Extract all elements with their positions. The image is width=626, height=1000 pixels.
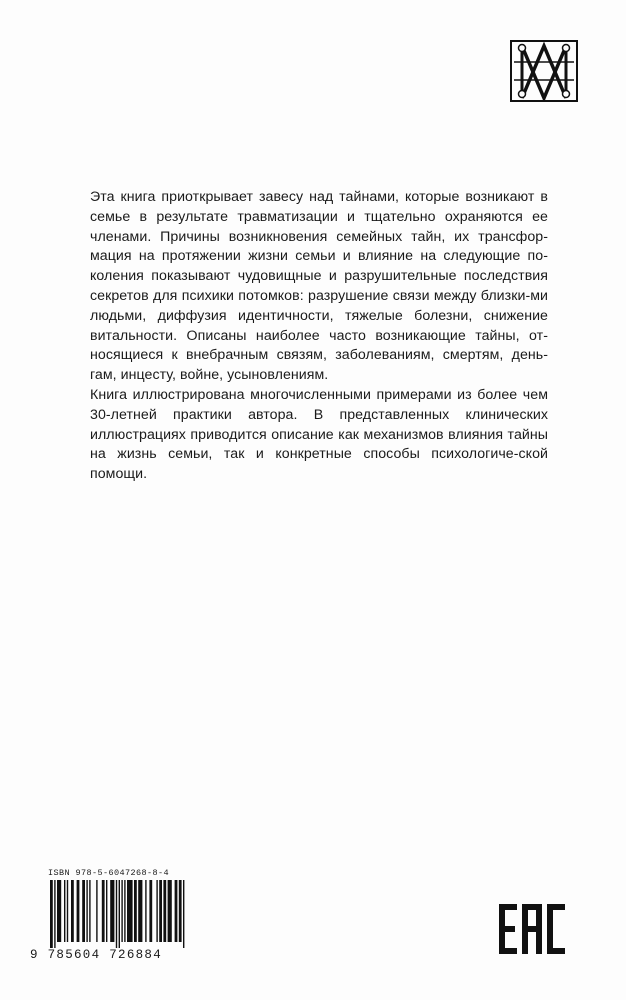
eac-certification-mark — [497, 902, 567, 956]
isbn-barcode — [30, 868, 196, 964]
description-paragraph-2: Книга иллюстрирована многочисленными примерами из более чем 30-летней практики автора. В представленных клинических иллюстрациях приводится описание как механизмов влияния тайны на жизнь семьи, так и конкретные способы психологиче-ской помощи. — [90, 386, 548, 483]
isbn-text: ISBN 978-5-6047268-8-4 — [48, 868, 170, 878]
barcode-digits: 9 785604 726884 — [30, 948, 163, 962]
ean13-barcode-icon — [48, 880, 196, 948]
publisher-logo — [510, 40, 578, 102]
eac-mark-icon — [497, 902, 567, 956]
description-paragraph-1: Эта книга приоткрывает завесу над тайнами, которые возникают в семье в результате травматизации и тщательно охраняются ее членами. Причины возникновения семейных тайн, их трансфор-мация на протяжении жизни семьи и влияние на следующие по-коления показывают чудовищные и разрушительные последствия секретов для психики потомков: разрушение связи между близки-ми людьми, диффузия идентичности, тяжелые болезни, снижение витальности. Описаны наиболее часто возникающие тайны, от-носящиеся к внебрачным связям, заболеваниям, смертям, день-гам, инцесту, войне, усыновлениям. — [90, 189, 548, 384]
book-description — [90, 188, 548, 485]
publisher-monogram-icon — [510, 40, 578, 102]
